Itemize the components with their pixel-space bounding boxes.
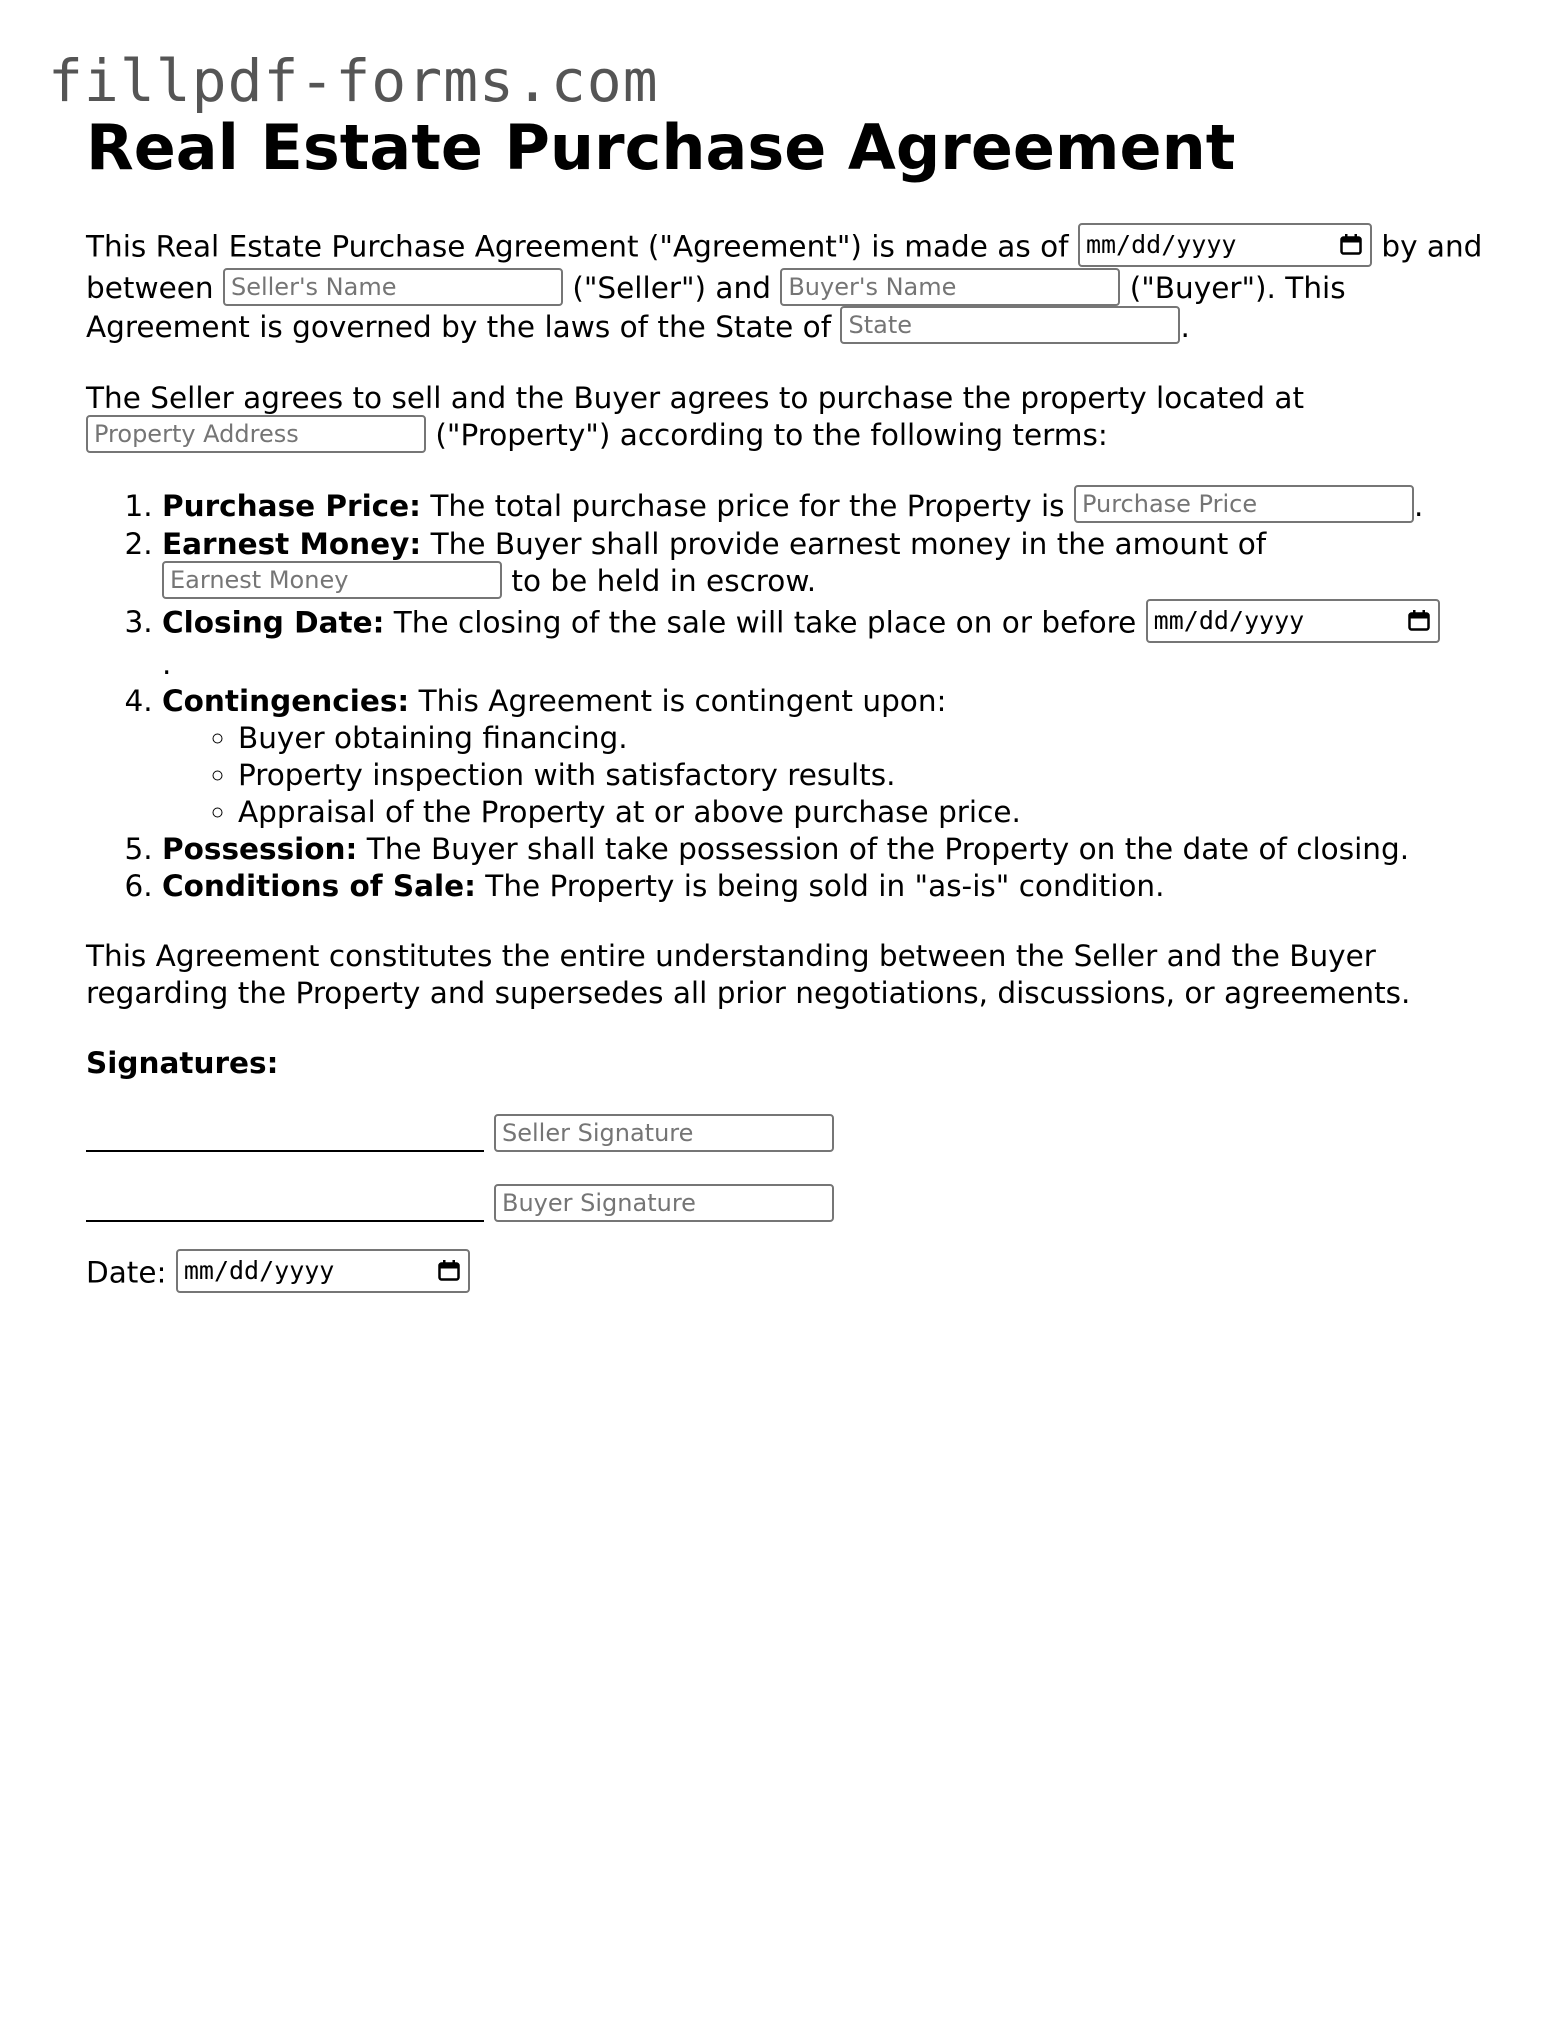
date-label: Date: xyxy=(86,1255,167,1289)
term-label: Possession: xyxy=(162,831,358,866)
term-text: The Property is being sold in "as-is" condition. xyxy=(485,868,1165,903)
purchase-price-input[interactable]: Purchase Price xyxy=(1074,485,1414,523)
property-paragraph xyxy=(86,380,1486,456)
intro-text-1: This Real Estate Purchase Agreement ("Agreement") is made as of xyxy=(86,229,1069,264)
term-conditions-of-sale xyxy=(162,868,1486,905)
intro-text-4: ("Buyer"). This Agreement is governed by the laws of the State of xyxy=(86,271,1346,344)
signature-date-row xyxy=(86,1252,1486,1296)
agreement-document xyxy=(86,108,1486,1296)
seller-name-input[interactable]: Seller's Name xyxy=(223,268,563,306)
intro-paragraph xyxy=(86,226,1486,347)
agreement-date-placeholder: mm/dd/yyyy xyxy=(1085,230,1237,259)
property-text-2: ("Property") according to the following terms: xyxy=(435,418,1108,452)
term-label: Conditions of Sale: xyxy=(162,868,476,903)
contingencies-list xyxy=(162,720,1486,831)
term-earnest-money xyxy=(162,526,1486,602)
term-label: Contingencies: xyxy=(162,683,410,718)
list-item: ◦ Appraisal of the Property at or above purchase price. xyxy=(238,794,1486,831)
term-text: The Buyer shall take possession of the Property on the date of closing. xyxy=(366,831,1410,866)
term-text: The total purchase price for the Property is xyxy=(430,488,1065,523)
intro-text-5: . xyxy=(1180,309,1190,344)
watermark: fillpdf-forms.com xyxy=(48,47,659,115)
buyer-signature-line xyxy=(86,1184,484,1222)
closing-paragraph: This Agreement constitutes the entire understanding between the Seller and the Buyer regarding the Property and supersedes all prior negotiations, discussions, or agreements. xyxy=(86,938,1411,1010)
property-address-input[interactable]: Property Address xyxy=(86,415,426,453)
closing-date-input[interactable] xyxy=(1146,599,1440,643)
calendar-icon[interactable] xyxy=(1340,234,1362,255)
seller-signature-row xyxy=(86,1112,1486,1152)
intro-text-2: by and between xyxy=(86,229,1483,305)
seller-signature-input[interactable]: Seller Signature xyxy=(494,1114,834,1152)
signatures-heading: Signatures: xyxy=(86,1045,279,1080)
calendar-icon[interactable] xyxy=(1408,610,1430,631)
list-item: ◦ Property inspection with satisfactory results. xyxy=(238,757,1486,794)
term-text: The Buyer shall provide earnest money in the amount of xyxy=(430,527,1267,561)
calendar-icon[interactable] xyxy=(438,1260,460,1281)
term-label: Closing Date: xyxy=(162,605,385,639)
term-end: to be held in escrow. xyxy=(511,564,817,598)
term-label: Earnest Money: xyxy=(162,527,422,561)
term-contingencies xyxy=(162,683,1486,831)
seller-signature-line xyxy=(86,1114,484,1152)
intro-text-3: ("Seller") and xyxy=(572,271,771,305)
state-input[interactable]: State xyxy=(840,306,1180,344)
term-closing-date xyxy=(162,602,1486,683)
buyer-name-input[interactable]: Buyer's Name xyxy=(780,268,1120,306)
term-possession xyxy=(162,831,1486,868)
buyer-signature-input[interactable]: Buyer Signature xyxy=(494,1184,834,1222)
term-text: This Agreement is contingent upon: xyxy=(418,683,947,718)
signature-date-input[interactable] xyxy=(176,1249,470,1293)
signature-date-placeholder: mm/dd/yyyy xyxy=(183,1255,335,1285)
closing-date-placeholder: mm/dd/yyyy xyxy=(1153,605,1305,635)
term-label: Purchase Price: xyxy=(162,488,421,523)
earnest-money-input[interactable]: Earnest Money xyxy=(162,561,502,599)
buyer-signature-row xyxy=(86,1182,1486,1222)
page-title: Real Estate Purchase Agreement xyxy=(86,111,1236,184)
terms-list xyxy=(86,488,1486,905)
property-text-1: The Seller agrees to sell and the Buyer agrees to purchase the property located at xyxy=(86,381,1305,415)
term-end: . xyxy=(1413,488,1424,523)
list-item: ◦ Buyer obtaining financing. xyxy=(238,720,1486,757)
agreement-date-input[interactable] xyxy=(1078,223,1372,267)
term-purchase-price xyxy=(162,488,1486,527)
term-text: The closing of the sale will take place on or before xyxy=(393,605,1137,639)
term-end: . xyxy=(162,646,172,681)
